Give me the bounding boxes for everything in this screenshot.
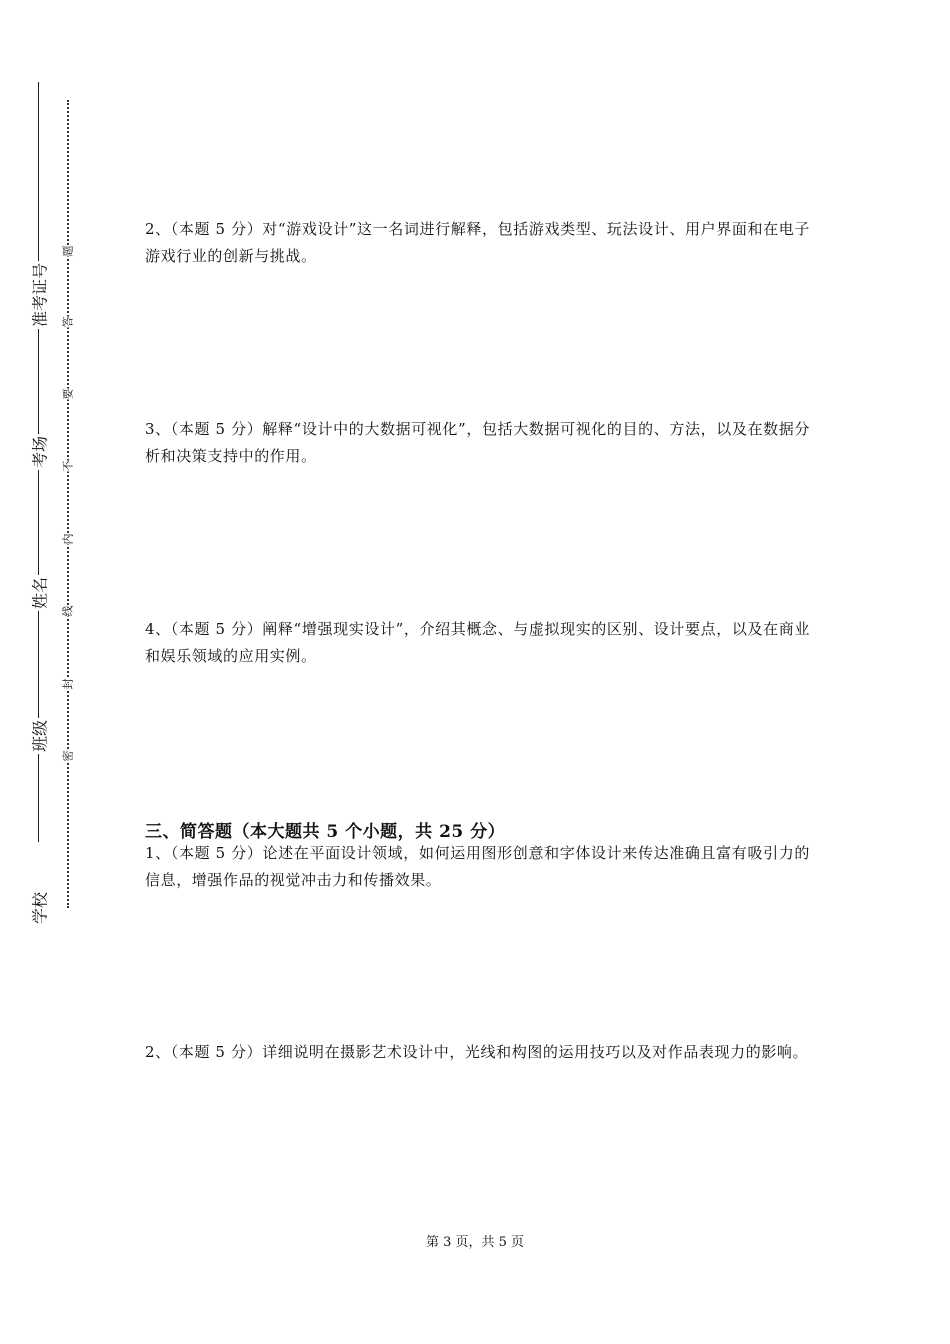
field-school-label: 学校 [28,890,51,926]
seal-char: 题 [61,245,75,257]
field-class-label: 班级 [28,718,51,754]
seal-char: 不 [61,460,75,472]
question-3-1: 1、（本题 5 分）论述在平面设计领域，如何运用图形创意和字体设计来传达准确且富有吸引力的信息，增强作品的视觉冲击力和传播效果。 [145,844,810,889]
field-class [19,706,59,766]
question-2-2: 2、（本题 5 分）对“游戏设计”这一名词进行解释，包括游戏类型、玩法设计、用户界面和在电子游戏行业的创新与挑战。 [145,220,810,265]
field-exam-room [19,422,59,482]
seal-char: 答 [61,316,75,328]
seal-char: 封 [61,678,75,690]
field-name-label: 姓名 [28,575,51,611]
section-3-title: 三、简答题（本大题共 5 个小题，共 25 分） [145,822,506,842]
field-exam-number-label: 准考证号 [28,261,51,329]
seal-char: 内 [61,533,75,545]
page-footer: 第 3 页，共 5 页 [425,1235,525,1250]
question-2-3: 3、（本题 5 分）解释“设计中的大数据可视化”，包括大数据可视化的目的、方法，以及在数据分析和决策支持中的作用。 [145,420,810,465]
question-3-2: 2、（本题 5 分）详细说明在摄影艺术设计中，光线和构图的运用技巧以及对作品表现力的影响。 [145,1043,809,1061]
seal-char: 密 [61,750,75,762]
field-exam-room-label: 考场 [28,434,51,470]
question-2-4: 4、（本题 5 分）阐释“增强现实设计”，介绍其概念、与虚拟现实的区别、设计要点，以及在商业和娱乐领域的应用实例。 [145,620,810,665]
seal-char: 线 [61,605,75,617]
field-school [19,878,59,938]
field-name [19,563,59,623]
binding-dotted-line [67,100,69,908]
field-exam-number [19,262,59,328]
seal-char: 要 [61,388,75,400]
